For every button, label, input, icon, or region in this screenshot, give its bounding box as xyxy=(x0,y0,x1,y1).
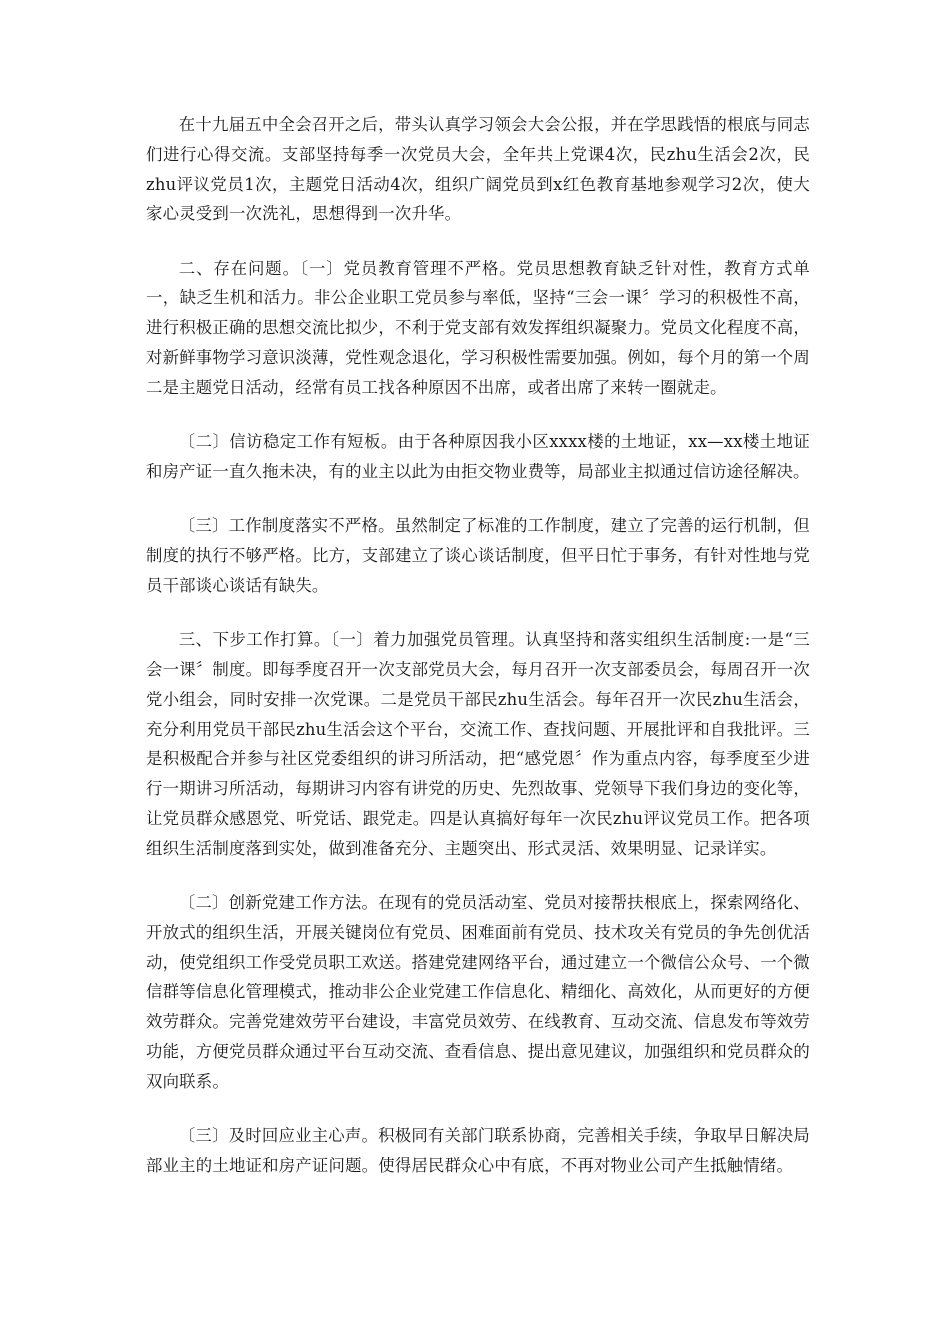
paragraph-problems-system: 〔三〕工作制度落实不严格。虽然制定了标准的工作制度，建立了完善的运行机制，但制度的执行不够严格。比方，支部建立了谈心谈话制度，但平日忙于事务，有针对性地与党员干部谈心谈话有缺失。 xyxy=(146,516,810,595)
paragraph-plan-methods: 〔二〕创新党建工作方法。在现有的党员活动室、党员对接帮扶根底上，探索网络化、开放式的组织生活，开展关键岗位有党员、困难面前有党员、技术攻关有党员的争先创优活动，使党组织工作受党员职工欢送。搭建党建网络平台，通过建立一个微信公众号、一个微信群等信息化管理模式，推动非公企业党建工作信息化、精细化、高效化，从而更好的方便效劳群众。完善党建效劳平台建设，丰富党员效劳、在线教育、互动交流、信息发布等效劳功能，方便党员群众通过平台互动交流、查看信息、提出意见建议，加强组织和党员群众的双向联系。 xyxy=(146,893,810,1091)
paragraph-plan-response: 〔三〕及时回应业主心声。积极同有关部门联系协商，完善相关手续，争取早日解决局部业主的土地证和房产证问题。使得居民群众心中有底，不再对物业公司产生抵触情绪。 xyxy=(146,1126,810,1175)
paragraph-study-summary: 在十九届五中全会召开之后，带头认真学习领会大会公报，并在学思践悟的根底与同志们进行心得交流。支部坚持每季一次党员大会，全年共上党课4次，民zhu生活会2次，民zhu评议党员1次，主题党日活动4次，组织广阔党员到x红色教育基地参观学习2次，使大家心灵受到一次洗礼，思想得到一次升华。 xyxy=(146,115,810,224)
paragraph-plan-management: 三、下步工作打算。〔一〕着力加强党员管理。认真坚持和落实组织生活制度:一是“三会一课〞制度。即每季度召开一次支部党员大会，每月召开一次支部委员会，每周召开一次党小组会，同时安排一次党课。二是党员干部民zhu生活会。每年召开一次民zhu生活会，充分利用党员干部民zhu生活会这个平台，交流工作、查找问题、开展批评和自我批评。三是积极配合并参与社区党委组织的讲习所活动，把“感党恩〞作为重点内容，每季度至少进行一期讲习所活动，每期讲习内容有讲党的历史、先烈故事、党领导下我们身边的变化等，让党员群众感恩党、听党话、跟党走。四是认真搞好每年一次民zhu评议党员工作。把各项组织生活制度落到实处，做到准备充分、主题突出、形式灵活、效果明显、记录详实。 xyxy=(146,630,810,858)
paragraph-problems-petition: 〔二〕信访稳定工作有短板。由于各种原因我小区xxxx楼的土地证，xx—xx楼土地证和房产证一直久拖未决，有的业主以此为由拒交物业费等，局部业主拟通过信访途径解决。 xyxy=(146,432,810,481)
paragraph-problems-education: 二、存在问题。〔一〕党员教育管理不严格。党员思想教育缺乏针对性，教育方式单一，缺乏生机和活力。非公企业职工党员参与率低，坚持“三会一课〞学习的积极性不高，进行积极正确的思想交流比拟少，不利于党支部有效发挥组织凝聚力。党员文化程度不高，对新鲜事物学习意识淡薄，党性观念退化，学习积极性需要加强。例如，每个月的第一个周二是主题党日活动，经常有员工找各种原因不出席，或者出席了来转一圈就走。 xyxy=(146,258,810,397)
document-body xyxy=(146,110,810,1205)
